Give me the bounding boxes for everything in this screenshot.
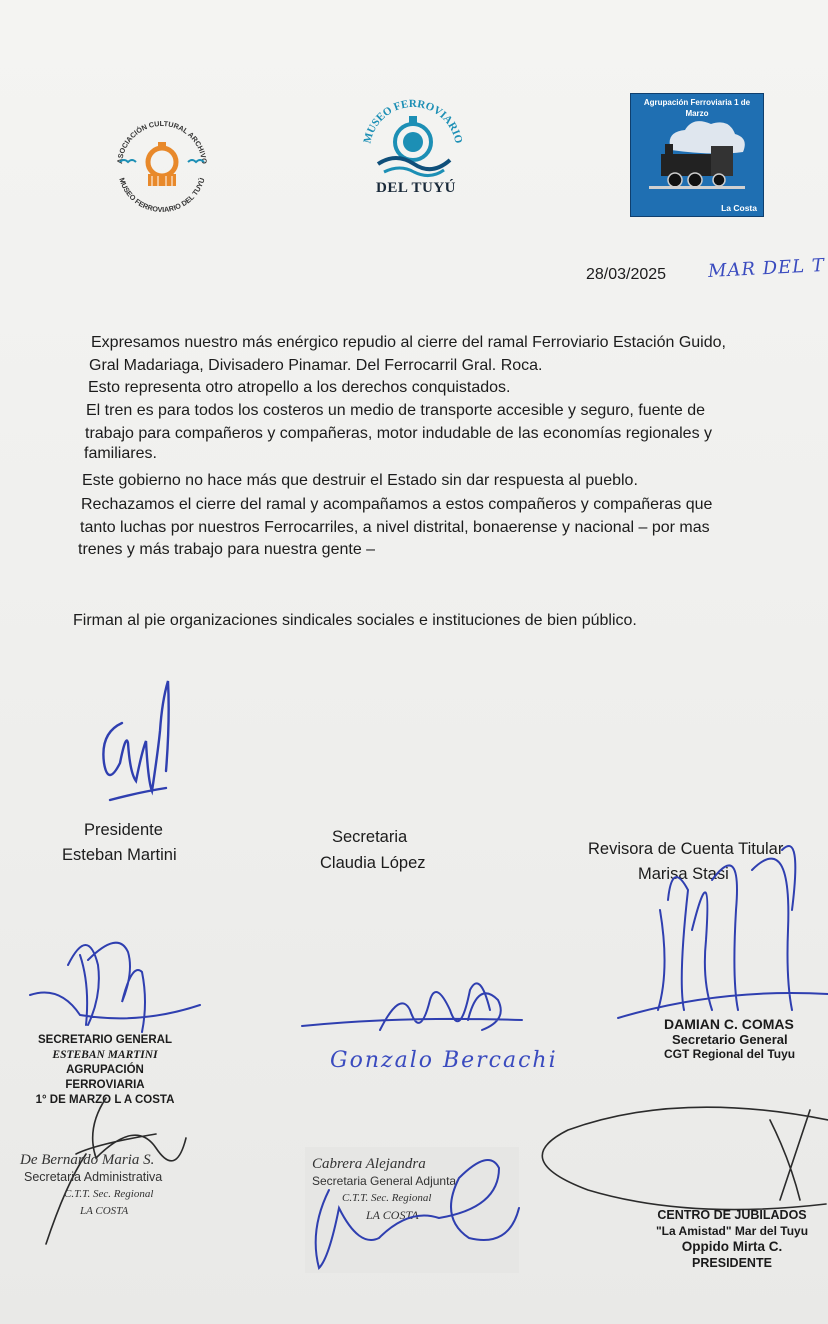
agrupacion-ferroviaria-logo	[630, 93, 764, 217]
stamp-jubilados-line: PRESIDENTE	[692, 1256, 772, 1270]
body-line: El tren es para todos los costeros un medio de transporte accesible y seguro, fuente de	[86, 402, 706, 419]
body-line: trabajo para compañeros y compañeras, motor indudable de las economías regionales y	[85, 425, 713, 442]
stamp-comas-line: CGT Regional del Tuyu	[664, 1047, 796, 1061]
handwritten-gonzalo: Gonzalo Bercachi	[330, 1048, 558, 1073]
signature-comas	[612, 840, 828, 1020]
closing-line: Firman al pie organizaciones sindicales sociales e instituciones de bien público.	[73, 612, 637, 629]
secretaria-role: Secretaria	[332, 828, 408, 846]
stamp-martini-line: 1° DE MARZO L A COSTA	[35, 1094, 175, 1106]
agrupacion-logo-title: Agrupación Ferroviaria 1 de Marzo	[643, 98, 751, 118]
document-date: 28/03/2025	[586, 266, 667, 283]
agrupacion-logo-subtitle: La Costa	[721, 203, 757, 213]
presidente-name: Esteban Martini	[62, 846, 177, 864]
stamp-jubilados	[636, 1207, 828, 1271]
body-line: familiares.	[84, 445, 157, 462]
stamp-martini-line: AGRUPACIÓN FERROVIARIA	[65, 1064, 145, 1091]
signature-martini-stamp	[28, 925, 208, 1035]
stamp-cabrera-line: Cabrera Alejandra	[312, 1156, 426, 1172]
secretaria-name: Claudia López	[320, 854, 426, 872]
presidente-role: Presidente	[84, 821, 163, 839]
body-line: Gral Madariaga, Divisadero Pinamar. Del Ferrocarril Gral. Roca.	[89, 357, 543, 374]
body-line: tanto luchas por nuestros Ferrocarriles, a nivel distrital, bonaerense y nacional – por mas	[80, 519, 710, 536]
stamp-bernardo-line: Secretaria Administrativa	[24, 1170, 163, 1184]
stamp-bernardo	[20, 1152, 210, 1220]
svg-text:ASOCIACIÓN CULTURAL ARCHIVO: ASOCIACIÓN CULTURAL ARCHIVO	[115, 118, 210, 165]
stamp-jubilados-line: "La Amistad" Mar del Tuyu	[655, 1224, 809, 1238]
handwritten-place: MAR DEL T	[707, 254, 826, 283]
signature-jubilados	[530, 1100, 828, 1210]
museo-logo-name: DEL TUYÚ	[376, 180, 456, 196]
locomotive-icon	[641, 120, 755, 200]
stamp-martini-line: SECRETARIO GENERAL	[38, 1034, 172, 1046]
signature-center	[300, 980, 540, 1050]
body-line: Rechazamos el cierre del ramal y acompañamos a estos compañeros y compañeras que	[81, 496, 713, 513]
svg-text:MUSEO FERROVIARIO: MUSEO FERROVIARIO	[361, 97, 465, 145]
body-line: Esto representa otro atropello a los derechos conquistados.	[88, 379, 511, 396]
stamp-bernardo-line: C.T.T. Sec. Regional	[64, 1188, 154, 1200]
stamp-martini-line: ESTEBAN MARTINI	[52, 1049, 158, 1061]
stamp-comas	[664, 1017, 828, 1062]
body-line: Expresamos nuestro más enérgico repudio al cierre del ramal Ferroviario Estación Guido,	[91, 334, 726, 351]
stamp-cabrera-line: C.T.T. Sec. Regional	[342, 1192, 432, 1204]
stamp-cabrera-line: LA COSTA	[366, 1208, 419, 1222]
signature-presidente	[92, 688, 182, 808]
archivo-logo-graphic	[108, 110, 216, 218]
body-line: Este gobierno no hace más que destruir el Estado sin dar respuesta al pueblo.	[82, 472, 638, 489]
revisora-role: Revisora de Cuenta Titular	[588, 840, 784, 858]
museo-logo-graphic	[360, 92, 466, 182]
body-line: trenes y más trabajo para nuestra gente –	[78, 541, 376, 558]
svg-text:MUSEO FERROVIARIO DEL TUYÚ: MUSEO FERROVIARIO DEL TUYÚ	[117, 176, 207, 215]
revisora-name: Marisa Stasi	[638, 865, 729, 883]
stamp-comas-line: Secretario General	[672, 1032, 788, 1047]
stamp-bernardo-line: LA COSTA	[80, 1205, 129, 1217]
stamp-comas-line: DAMIAN C. COMAS	[664, 1016, 794, 1032]
signature-cabrera	[305, 1150, 519, 1274]
stamp-jubilados-line: Oppido Mirta C.	[681, 1239, 783, 1254]
stamp-bernardo-line: De Bernardo Maria S.	[20, 1152, 155, 1168]
stamp-cabrera-line: Secretaria General Adjunta	[312, 1174, 457, 1188]
stamp-jubilados-line: CENTRO DE JUBILADOS	[657, 1208, 807, 1222]
archivo-logo	[108, 110, 216, 218]
